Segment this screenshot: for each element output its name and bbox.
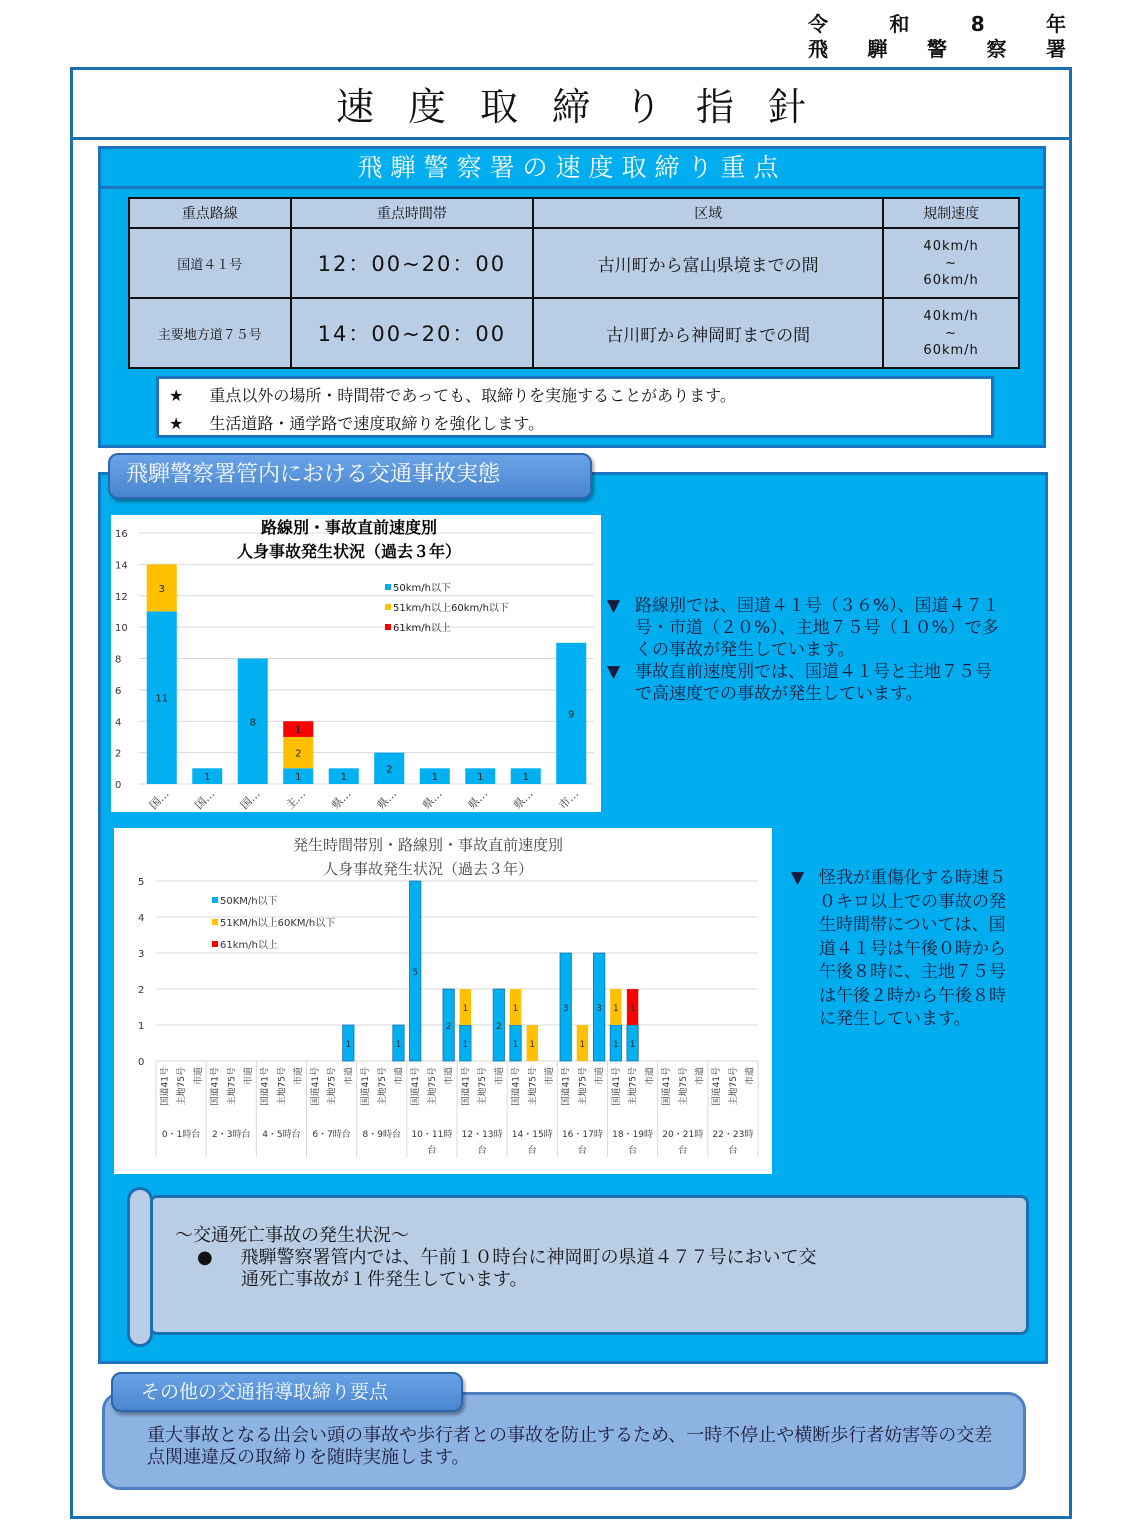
- svg-text:0: 0: [138, 1057, 145, 1068]
- svg-text:国道41号: 国道41号: [511, 1067, 522, 1106]
- svg-text:1: 1: [462, 1040, 469, 1050]
- svg-text:2: 2: [495, 1022, 502, 1032]
- svg-text:16・17時: 16・17時: [561, 1130, 603, 1140]
- time-cell: 12：00~20：00: [291, 228, 534, 298]
- svg-text:8: 8: [249, 717, 256, 729]
- svg-text:61km/h以上: 61km/h以上: [220, 940, 278, 951]
- svg-text:台: 台: [427, 1146, 437, 1156]
- svg-text:8: 8: [115, 654, 122, 666]
- svg-text:18・19時: 18・19時: [612, 1130, 654, 1140]
- document-header: [808, 12, 1066, 62]
- svg-text:4・5時台: 4・5時台: [262, 1130, 301, 1140]
- svg-text:50km/h以下: 50km/h以下: [393, 583, 451, 594]
- svg-text:1: 1: [395, 1040, 402, 1050]
- svg-text:12: 12: [115, 591, 128, 603]
- svg-text:国道41号: 国道41号: [461, 1067, 472, 1106]
- svg-text:4: 4: [138, 913, 145, 924]
- svg-text:国道41号: 国道41号: [662, 1067, 673, 1106]
- svg-text:1: 1: [462, 1004, 469, 1014]
- svg-text:8・9時台: 8・9時台: [362, 1130, 401, 1140]
- svg-text:市道: 市道: [695, 1067, 706, 1086]
- svg-text:1: 1: [629, 1040, 636, 1050]
- svg-text:市道: 市道: [444, 1067, 455, 1086]
- svg-text:主…: 主…: [283, 787, 309, 812]
- svg-text:国…: 国…: [192, 787, 218, 812]
- star-icon: ★: [169, 414, 184, 433]
- star-icon: ★: [169, 386, 184, 405]
- svg-text:2: 2: [445, 1022, 452, 1032]
- column-header: 重点路線: [129, 198, 291, 228]
- svg-text:国道41号: 国道41号: [361, 1067, 372, 1106]
- fatal-accident-scroll: ～交通死亡事故の発生状況～ ● 飛騨警察署管内では、午前１０時台に神岡町の県道４７７号において交 通死亡事故が１件発生しています。: [127, 1187, 1031, 1347]
- svg-text:路線別・事故直前速度別: 路線別・事故直前速度別: [260, 518, 438, 537]
- svg-text:3: 3: [596, 1004, 603, 1014]
- route-cell: 国道４１号: [129, 228, 291, 298]
- svg-text:1: 1: [138, 1021, 145, 1032]
- svg-text:市道: 市道: [595, 1067, 606, 1086]
- route-analysis-text: ▼ 路線別では、国道４１号（３６%）、国道４７１号・市道（２０%）、主地７５号（１０%）で多くの事故が発生しています。 ▼ 事故直前速度別では、国道４１号と主地７５号で高速度での事故が発生しています。: [607, 596, 1000, 704]
- svg-text:1: 1: [629, 1004, 636, 1014]
- svg-text:1: 1: [522, 772, 529, 784]
- svg-text:台: 台: [628, 1146, 638, 1156]
- route-cell: 主要地方道７５号: [129, 298, 291, 368]
- note-item: ★ 重点以外の場所・時間帯であっても、取締りを実施することがあります。: [169, 382, 981, 410]
- svg-text:国道41号: 国道41号: [411, 1067, 422, 1106]
- svg-text:11: 11: [155, 693, 169, 705]
- note-item: ★ 生活道路・通学路で速度取締りを強化します。: [169, 410, 981, 438]
- svg-text:台: 台: [728, 1146, 738, 1156]
- svg-text:1: 1: [295, 772, 302, 784]
- speed-cell: 40km/h ~ 60km/h: [883, 228, 1019, 298]
- svg-text:22・23時: 22・23時: [712, 1130, 754, 1140]
- svg-text:国道41号: 国道41号: [561, 1067, 572, 1106]
- svg-text:2: 2: [295, 748, 302, 760]
- svg-text:2: 2: [386, 764, 393, 776]
- time-cell: 14：00~20：00: [291, 298, 534, 368]
- time-route-speed-chart: [114, 828, 772, 1174]
- svg-text:51KM/h以上60KM/h以下: 51KM/h以上60KM/h以下: [220, 918, 336, 929]
- svg-text:20・21時: 20・21時: [662, 1130, 704, 1140]
- svg-text:主地75号: 主地75号: [277, 1067, 288, 1106]
- svg-text:14: 14: [115, 560, 128, 572]
- svg-text:12・13時: 12・13時: [461, 1130, 503, 1140]
- svg-text:市道: 市道: [294, 1067, 305, 1086]
- svg-text:県…: 県…: [510, 787, 536, 812]
- svg-text:国道41号: 国道41号: [160, 1067, 171, 1106]
- svg-text:1: 1: [512, 1040, 519, 1050]
- svg-text:台: 台: [577, 1146, 587, 1156]
- svg-text:3: 3: [158, 583, 165, 595]
- svg-text:9: 9: [568, 709, 575, 721]
- svg-text:0: 0: [115, 780, 122, 791]
- area-cell: 古川町から富山県境までの間: [533, 228, 883, 298]
- svg-text:3: 3: [562, 1004, 569, 1014]
- svg-text:5: 5: [412, 968, 419, 978]
- svg-text:2: 2: [115, 748, 122, 760]
- svg-text:国道41号: 国道41号: [260, 1067, 271, 1106]
- svg-text:国道41号: 国道41号: [310, 1067, 321, 1106]
- era-year: 令 和 8 年: [808, 12, 1066, 36]
- svg-text:国…: 国…: [237, 787, 263, 812]
- other-section-tab: その他の交通指導取締り要点: [111, 1372, 463, 1412]
- svg-text:主地75号: 主地75号: [377, 1067, 388, 1106]
- svg-text:市道: 市道: [544, 1067, 555, 1086]
- svg-text:10・11時: 10・11時: [411, 1130, 453, 1140]
- svg-text:主地75号: 主地75号: [678, 1067, 689, 1106]
- table-row: [129, 228, 1019, 298]
- svg-text:国道41号: 国道41号: [611, 1067, 622, 1106]
- area-cell: 古川町から神岡町までの間: [533, 298, 883, 368]
- agency-name: 飛 騨 警 察 署: [808, 37, 1066, 61]
- svg-text:0・1時台: 0・1時台: [161, 1130, 201, 1140]
- column-header: 重点時間帯: [291, 198, 534, 228]
- svg-text:台: 台: [527, 1146, 537, 1156]
- document-frame: [70, 67, 1072, 1519]
- speed-cell: 40km/h ~ 60km/h: [883, 298, 1019, 368]
- svg-text:主地75号: 主地75号: [177, 1067, 188, 1106]
- svg-text:1: 1: [345, 1040, 352, 1050]
- other-section-text: 重大事故となる出会い頭の事故や歩行者との事故を防止するため、一時不停止や横断歩行者妨害等の交差点関連違反の取締りを随時実施します。: [147, 1425, 993, 1468]
- table-row: [129, 298, 1019, 368]
- svg-text:市道: 市道: [344, 1067, 355, 1086]
- svg-text:16: 16: [115, 529, 128, 540]
- scroll-curl-decoration: [127, 1187, 153, 1347]
- svg-text:台: 台: [678, 1146, 688, 1156]
- column-header: 規制速度: [883, 198, 1019, 228]
- svg-text:1: 1: [295, 725, 302, 737]
- svg-text:14・15時: 14・15時: [511, 1130, 553, 1140]
- svg-text:市道: 市道: [494, 1067, 505, 1086]
- svg-text:市道: 市道: [745, 1067, 756, 1086]
- svg-text:6: 6: [115, 685, 122, 697]
- svg-text:1: 1: [612, 1040, 619, 1050]
- bullet-icon: ●: [197, 1247, 213, 1268]
- svg-text:台: 台: [477, 1146, 487, 1156]
- chart-canvas: [111, 515, 601, 812]
- svg-text:主地75号: 主地75号: [478, 1067, 489, 1106]
- svg-text:国道41号: 国道41号: [210, 1067, 221, 1106]
- svg-text:6・7時台: 6・7時台: [312, 1130, 351, 1140]
- svg-text:主地75号: 主地75号: [327, 1067, 338, 1106]
- svg-text:2・3時台: 2・3時台: [212, 1130, 251, 1140]
- svg-text:発生時間帯別・路線別・事故直前速度別: 発生時間帯別・路線別・事故直前速度別: [292, 836, 564, 854]
- svg-text:市…: 市…: [556, 787, 582, 812]
- svg-text:3: 3: [138, 949, 145, 960]
- svg-text:市道: 市道: [243, 1067, 254, 1086]
- notes-box: [156, 376, 994, 438]
- time-analysis-text: ▼ 怪我が重傷化する時速５０キロ以上での事故の発生時間帯については、国道４１号は午後０時から午後８時に、主地７５号は午後２時から午後８時に発生しています。: [791, 867, 1011, 1032]
- svg-text:51km/h以上60km/h以下: 51km/h以上60km/h以下: [393, 603, 509, 614]
- triangle-down-icon: ▼: [791, 868, 805, 888]
- svg-text:主地75号: 主地75号: [427, 1067, 438, 1106]
- svg-text:国…: 国…: [146, 787, 172, 812]
- svg-text:県…: 県…: [328, 787, 354, 812]
- svg-text:61km/h以上: 61km/h以上: [393, 623, 451, 634]
- svg-text:1: 1: [529, 1040, 536, 1050]
- svg-text:1: 1: [431, 772, 438, 784]
- svg-text:主地75号: 主地75号: [227, 1067, 238, 1106]
- svg-text:10: 10: [115, 623, 128, 635]
- triangle-down-icon: ▼: [607, 662, 621, 682]
- svg-text:市道: 市道: [394, 1067, 405, 1086]
- svg-text:人身事故発生状況（過去３年）: 人身事故発生状況（過去３年）: [322, 860, 534, 878]
- accident-section-tab: 飛騨警察署管内における交通事故実態: [108, 453, 592, 499]
- svg-text:主地75号: 主地75号: [628, 1067, 639, 1106]
- svg-text:主地75号: 主地75号: [528, 1067, 539, 1106]
- svg-text:市道: 市道: [645, 1067, 656, 1086]
- focus-section-title: 飛騨警察署の速度取締り重点: [101, 149, 1043, 189]
- column-header: 区域: [533, 198, 883, 228]
- svg-text:主地75号: 主地75号: [578, 1067, 589, 1106]
- svg-text:5: 5: [138, 877, 145, 888]
- svg-text:市道: 市道: [193, 1067, 204, 1086]
- accident-section: [98, 472, 1048, 1364]
- svg-text:1: 1: [477, 772, 484, 784]
- svg-text:1: 1: [512, 1004, 519, 1014]
- svg-text:主地75号: 主地75号: [728, 1067, 739, 1106]
- svg-text:1: 1: [340, 772, 347, 784]
- svg-text:県…: 県…: [374, 787, 400, 812]
- svg-text:1: 1: [579, 1040, 586, 1050]
- svg-text:4: 4: [115, 717, 122, 729]
- focus-table: [128, 197, 1020, 369]
- svg-text:県…: 県…: [465, 787, 491, 812]
- table-header-row: [129, 198, 1019, 228]
- svg-text:人身事故発生状況（過去３年）: 人身事故発生状況（過去３年）: [236, 542, 462, 561]
- svg-text:国道41号: 国道41号: [712, 1067, 723, 1106]
- page-title: 速度取締り指針: [73, 70, 1069, 140]
- svg-text:1: 1: [612, 1004, 619, 1014]
- svg-text:2: 2: [138, 985, 145, 996]
- svg-text:1: 1: [204, 772, 211, 784]
- fatal-heading: ～交通死亡事故の発生状況～: [175, 1225, 409, 1246]
- svg-text:県…: 県…: [419, 787, 445, 812]
- triangle-down-icon: ▼: [607, 596, 621, 616]
- route-speed-chart: [111, 515, 601, 812]
- chart-canvas: [114, 828, 772, 1174]
- focus-section: [98, 146, 1046, 448]
- svg-text:50KM/h以下: 50KM/h以下: [220, 896, 278, 907]
